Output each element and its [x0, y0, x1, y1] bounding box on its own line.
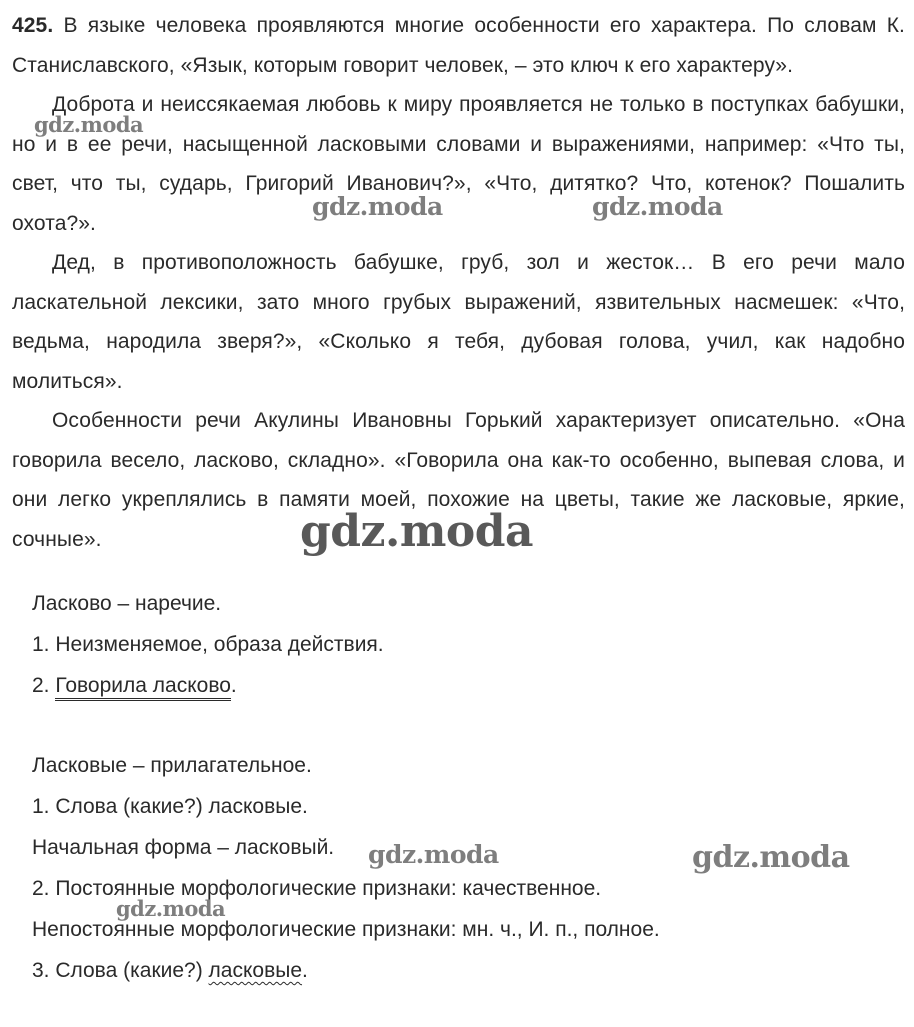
- paragraph-4: Особенности речи Акулины Ивановны Горький характеризует описательно. «Она говорила весело, ласково, складно». «Говорила она как-то особенно, выпевая слова, и они легко укреплялись в памяти моей, похожие на цветы, такие же ласковые, яркие, сочные».: [12, 409, 905, 551]
- analysis-adjective-title: Ласковые – прилагательное.: [32, 754, 312, 777]
- point-2-suffix: .: [230, 674, 237, 697]
- point-2-prefix: 2.: [32, 674, 56, 697]
- analysis-adverb-title: Ласково – наречие.: [32, 592, 222, 615]
- wavy-underlined-word: ласковые: [208, 959, 303, 982]
- analysis-variable-features: Непостоянные морфологические признаки: мн. ч., И. п., полное.: [32, 918, 660, 941]
- analysis-adjective-point-3: [32, 950, 892, 991]
- point-3-suffix: .: [302, 959, 308, 982]
- paragraph-1-text: В языке человека проявляются многие особенности его характера. По словам К. Станиславского, «Язык, которым говорит человек, – это ключ к его характеру».: [12, 14, 905, 77]
- watermark-large: gdz.moda: [300, 506, 534, 557]
- analysis-initial-form: Начальная форма – ласковый.: [32, 836, 335, 859]
- analysis-constant-features: 2. Постоянные морфологические признаки: качественное.: [32, 877, 602, 900]
- paragraph-3: Дед, в противоположность бабушке, груб, зол и жесток… В его речи мало ласкательной лексики, зато много грубых выражений, язвительных насмешек: «Что, ведьма, народила зверя?», «Сколько я тебя, дубовая голова, учил, как надобно молиться».: [12, 251, 905, 393]
- watermark: gdz.moda: [368, 840, 499, 869]
- paragraph-1: [12, 6, 905, 85]
- analysis-adjective-point-1: 1. Слова (какие?) ласковые.: [32, 795, 308, 818]
- exercise-text: [12, 6, 905, 559]
- analysis-adverb-point-1: 1. Неизменяемое, образа действия.: [32, 633, 384, 656]
- paragraph-2: Доброта и неиссякаемая любовь к миру проявляется не только в поступках бабушки, но и в ее речи, насыщенной ласковыми словами и выражениями, например: «Что ты, свет, что ты, сударь, Григорий Иванович?», «Что, дитятко? Что, котенок? Пошалить охота?».: [12, 93, 905, 235]
- analysis-section: [32, 583, 892, 991]
- watermark: gdz.moda: [592, 192, 723, 221]
- watermark: gdz.moda: [34, 112, 144, 137]
- watermark: gdz.moda: [692, 840, 850, 875]
- exercise-number: 425.: [12, 14, 54, 37]
- double-underlined-phrase: Говорила ласково: [55, 674, 231, 701]
- spacer: [32, 706, 892, 745]
- analysis-adverb-point-2: [32, 665, 892, 706]
- watermark: gdz.moda: [116, 896, 226, 921]
- point-3-prefix: 3. Слова (какие?): [32, 959, 209, 982]
- watermark: gdz.moda: [312, 192, 443, 221]
